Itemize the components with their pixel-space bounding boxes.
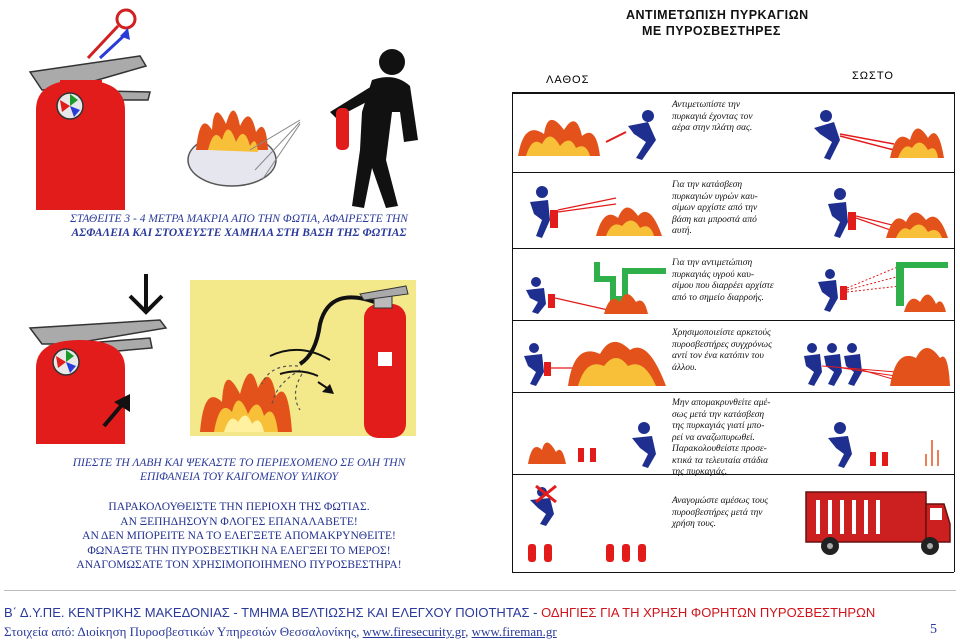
column-divider [512,92,513,572]
extinguisher-small-icon [336,108,349,150]
row-divider [512,320,954,321]
footer-guide-title: ΟΔΗΓΙΕΣ ΓΙΑ ΤΗ ΧΡΗΣΗ ΦΟΡΗΤΩΝ ΠΥΡΟΣΒΕΣΤΗΡΩΝ [541,605,876,620]
wrong-discard-pictogram [516,482,672,568]
caption-squeeze-line2: ΕΠΙΦΑΝΕΙΑ ΤΟΥ ΚΑΙΓΟΜΕΝΟΥ ΥΛΙΚΟΥ [139,471,338,483]
note-rekindle: Μην απομακρυνθείτε αμέ- σως μετά την κατάσβεση της πυρκαγιάς γιατί μπο- ρεί να αναζωπυρωθεί. Παρακολουθείστε προσε- κτικά τα τελευταία στάδια της πυρκαγιάς. [672,398,771,477]
note-wind: Αντιμετωπίστε την πυρκαγιά έχοντας τον αέρα στην πλάτη σας. [672,100,753,133]
caption-aim-line1: ΣΤΑΘΕΙΤΕ 3 - 4 ΜΕΤΡΑ ΜΑΚΡΙΑ ΑΠΟ ΤΗΝ ΦΩΤΙΑ, ΑΦΑΙΡΕΣΤΕ ΤΗΝ [70,213,408,225]
row-divider [512,392,954,393]
right-multiple-pictogram [800,328,952,388]
caption-squeeze-line1: ΠΙΕΣΤΕ ΤΗ ΛΑΒΗ ΚΑΙ ΨΕΚΑΣΤΕ ΤΟ ΠΕΡΙΕΧΟΜΕΝΟ ΣΕ ΟΛΗ ΤΗΝ [72,457,406,469]
caption-squeeze [4,456,474,484]
step-line: ΑΝ ΔΕΝ ΜΠΟΡΕΙΤΕ ΝΑ ΤΟ ΕΛΕΓΞΕΤΕ ΑΠΟΜΑΚΡΥΝΘΕΙΤΕ! [82,530,396,542]
extinguisher-squeeze-illustration [0,264,480,444]
panel-title-line2: ΜΕ ΠΥΡΟΣΒΕΣΤΗΡΕΣ [642,24,781,38]
wrong-wind-pictogram [516,100,672,166]
step-line: ΑΝΑΓΟΜΩΣΑΤΕ ΤΟΝ ΧΡΗΣΙΜΟΠΟΙΗΜΕΝΟ ΠΥΡΟΣΒΕΣΤΗΡΑ! [76,559,402,571]
row-divider [512,572,954,573]
right-watch-pictogram [800,400,952,470]
step-line: ΑΝ ΞΕΠΗΔΗΣΟΥΝ ΦΛΟΓΕΣ ΕΠΑΝΑΛΑΒΕΤΕ! [120,515,358,528]
wrong-leak-pictogram [516,256,672,316]
footer-line2: Στοιχεία από: Διοίκηση Πυροσβεστικών Υπηρεσιών Θεσσαλονίκης, www.firesecurity.gr, www.fireman.gr [4,624,557,639]
panel-title-line1: ΑΝΤΙΜΕΤΩΠΙΣΗ ΠΥΡΚΑΓΙΩΝ [626,8,809,22]
wrong-single-pictogram [516,328,672,388]
note-leak: Για την αντιμετώπιση πυρκαγιάς υγρού καυ- σίμου που διαρρέει αρχίστε από το σημείο διαρροής. [672,258,774,303]
right-liquid-pictogram [800,180,952,242]
step-line: ΦΩΝΑΞΤΕ ΤΗΝ ΠΥΡΟΣΒΕΣΤΙΚΗ ΝΑ ΕΛΕΓΞΕΙ ΤΟ ΜΕΡΟΣ! [87,544,391,557]
row-divider [512,92,954,94]
extinguisher-aim-illustration [0,0,480,210]
column-divider [954,92,955,572]
row-divider [512,248,954,249]
right-truck-pictogram [800,484,952,568]
page-number: 5 [930,622,937,637]
footer-department: Β΄ Δ.Υ.ΠΕ. ΚΕΝΤΡΙΚΗΣ ΜΑΚΕΔΟΝΙΑΣ - ΤΜΗΜΑ ΒΕΛΤΙΩΣΗΣ ΚΑΙ ΕΛΕΓΧΟΥ ΠΟΙΟΤΗΤΑΣ - [4,605,542,620]
row-divider [512,172,954,173]
footer-link-firesecurity[interactable]: www.firesecurity.gr [362,624,466,639]
note-multiple: Χρησιμοποιείστε αρκετούς πυροσβεστήρες συγχρόνως αντί τον ένα κατόπιν του άλλου. [672,328,772,373]
right-leak-pictogram [800,256,952,316]
right-wind-pictogram [800,100,952,166]
caption-aim [4,212,474,240]
wrong-label: ΛΑΘΟΣ [546,74,590,86]
fire-cloud-icon [188,110,276,186]
wrong-liquid-pictogram [516,180,672,242]
right-label: ΣΩΣΤΟ [852,70,894,82]
note-liquid: Για την κατάσβεση πυρκαγιών υγρών καυ- σίμων αρχίστε από την βάση και μπροστά από αυτή. [672,180,758,236]
footer-divider [4,590,956,591]
right-panel [506,0,960,588]
footer-line1 [4,605,875,620]
footer-link-fireman[interactable]: www.fireman.gr [471,624,557,639]
wrong-leave-pictogram [516,400,672,470]
footer-source: Στοιχεία από: Διοίκηση Πυροσβεστικών Υπηρεσιών Θεσσαλονίκης, [4,624,363,639]
caption-aim-line2: ΑΣΦΑΛΕΙΑ ΚΑΙ ΣΤΟΧΕΥΣΤΕ ΧΑΜΗΛΑ ΣΤΗ ΒΑΣΗ ΤΗΣ ΦΩΤΙΑΣ [71,227,407,239]
safety-pin-ring-icon [117,10,135,28]
extinguisher-body-icon [364,304,406,438]
step-line: ΠΑΡΑΚΟΛΟΥΘΕΙΣΤΕ ΤΗΝ ΠΕΡΙΟΧΗ ΤΗΣ ΦΩΤΙΑΣ. [108,501,370,513]
note-recharge: Αναγομώστε αμέσως τους πυροσβεστήρες μετά την χρήση τους. [672,496,769,529]
follow-up-steps [4,500,474,573]
